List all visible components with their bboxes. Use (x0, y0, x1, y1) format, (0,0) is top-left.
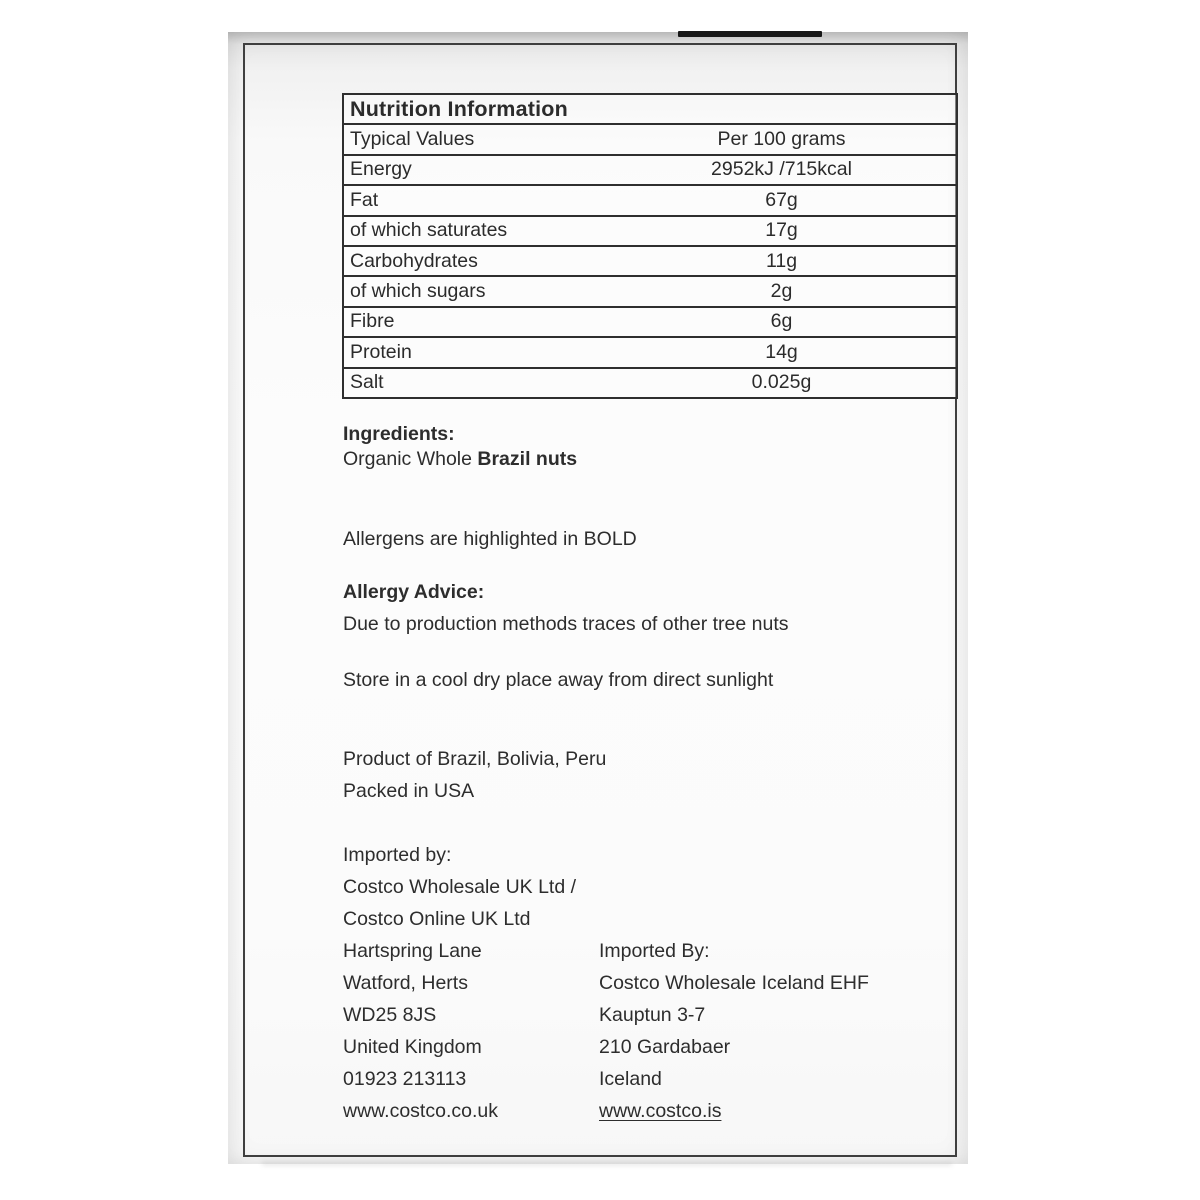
row-value: 6g (770, 310, 793, 333)
importer-iceland-website: www.costco.is (599, 1100, 722, 1122)
importer-uk-website: www.costco.co.uk (343, 1100, 498, 1122)
allergy-advice-text: Due to production methods traces of other tree nuts (343, 613, 789, 635)
row-label: of which saturates (350, 219, 508, 242)
table-row-energy (344, 154, 956, 184)
scan-artifact-smudge (262, 1161, 952, 1166)
product-of-text: Product of Brazil, Bolivia, Peru (343, 748, 607, 770)
importer-uk-phone: 01923 213113 (343, 1068, 467, 1090)
row-value: 67g (765, 188, 798, 211)
ingredients-text-regular: Organic Whole (343, 448, 478, 470)
table-row-carbohydrates (344, 245, 956, 275)
scan-artifact-bar (678, 31, 822, 37)
row-value: 2g (770, 280, 793, 303)
row-value: 14g (765, 340, 798, 363)
row-label: of which sugars (350, 280, 486, 303)
row-label: Fibre (350, 310, 395, 333)
storage-instructions: Store in a cool dry place away from direct sunlight (343, 669, 774, 691)
ingredients-heading: Ingredients: (343, 423, 455, 445)
importer-uk-address-street: Hartspring Lane (343, 940, 482, 962)
row-value: 2952kJ /715kcal (711, 158, 852, 181)
packed-in-text: Packed in USA (343, 780, 475, 802)
table-row-fibre (344, 306, 956, 336)
importer-uk-company-1: Costco Wholesale UK Ltd / (343, 876, 577, 898)
row-value: 0.025g (751, 371, 812, 394)
row-value: 17g (765, 219, 798, 242)
nutrition-table-title: Nutrition Information (350, 96, 568, 121)
column-header-per-100-grams: Per 100 grams (717, 128, 846, 151)
row-label: Carbohydrates (350, 249, 478, 272)
importer-iceland-company: Costco Wholesale Iceland EHF (599, 972, 869, 994)
table-row-protein (344, 336, 956, 366)
importer-uk-heading: Imported by: (343, 844, 452, 866)
column-header-typical-values: Typical Values (350, 128, 475, 151)
importer-uk-block (343, 844, 576, 1132)
ingredients-text (343, 448, 577, 471)
table-row-sugars (344, 275, 956, 305)
nutrition-table-title-row (344, 95, 956, 123)
row-label: Energy (350, 158, 412, 181)
allergen-note: Allergens are highlighted in BOLD (343, 528, 637, 550)
row-label: Salt (350, 371, 384, 394)
importer-uk-address-country: United Kingdom (343, 1036, 482, 1058)
table-row-fat (344, 184, 956, 214)
importer-iceland-address-street: Kauptun 3-7 (599, 1004, 706, 1026)
importer-iceland-address-town: 210 Gardabaer (599, 1036, 731, 1058)
row-value: 11g (765, 249, 798, 272)
nutrition-table-header-row (344, 123, 956, 153)
importer-uk-address-postcode: WD25 8JS (343, 1004, 437, 1026)
importer-iceland-address-country: Iceland (599, 1068, 662, 1090)
table-row-saturates (344, 215, 956, 245)
importer-iceland-block (599, 940, 869, 1132)
row-label: Protein (350, 340, 412, 363)
ingredients-text-bold-allergen: Brazil nuts (477, 448, 578, 470)
row-label: Fat (350, 188, 379, 211)
importer-uk-address-town: Watford, Herts (343, 972, 468, 994)
importer-uk-company-2: Costco Online UK Ltd (343, 908, 531, 930)
importer-iceland-heading: Imported By: (599, 940, 710, 962)
table-row-salt (344, 367, 956, 397)
allergy-advice-heading: Allergy Advice: (343, 581, 485, 603)
nutrition-table (342, 93, 958, 399)
